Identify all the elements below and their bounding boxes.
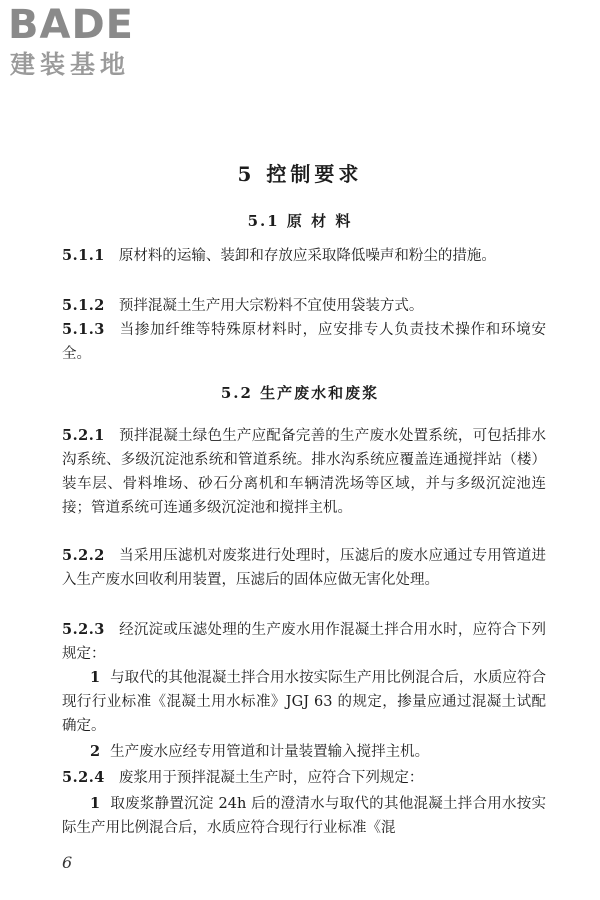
- clause-number: 5.2.4: [62, 769, 105, 786]
- clause-number: 5.2.2: [62, 547, 105, 564]
- clause-number: 5.1.1: [62, 247, 105, 264]
- item-text: 取废浆静置沉淀 24h 后的澄清水与取代的其他混凝土拌合用水按实际生产用比例混合后，水质应符合现行行业标准《混: [62, 796, 546, 836]
- item-text: 与取代的其他混凝土拌合用水按实际生产用比例混合后，水质应符合现行行业标准《混凝土用水标准》JGJ 63 的规定，掺量应通过混凝土试配确定。: [62, 670, 546, 734]
- clause-text: 经沉淀或压滤处理的生产废水用作混凝土拌合用水时，应符合下列规定：: [62, 622, 546, 662]
- logo-subtitle: 建装基地: [10, 50, 131, 79]
- clause-5-2-3-item-2: [62, 740, 546, 764]
- clause-5-1-2: [62, 294, 546, 318]
- chapter-title: 5 控制要求: [237, 162, 363, 186]
- clause-5-2-3-item-1: [62, 666, 546, 738]
- page-number: 6: [62, 853, 73, 872]
- clause-5-1-3: [62, 318, 546, 366]
- clause-text: 废浆用于预拌混凝土生产时，应符合下列规定：: [118, 770, 424, 786]
- clause-5-1-1: [62, 244, 546, 268]
- item-number: 1: [90, 795, 101, 812]
- clause-number: 5.1.3: [62, 321, 105, 338]
- section-title-5-2: 5.2 生产废水和废浆: [220, 384, 380, 402]
- clause-text: 当掺加纤维等特殊原材料时，应安排专人负责技术操作和环境安全。: [62, 322, 546, 362]
- clause-5-2-2: [62, 544, 546, 592]
- clause-text: 预拌混凝土生产用大宗粉料不宜使用袋装方式。: [118, 298, 424, 314]
- item-number: 2: [90, 743, 101, 760]
- clause-text: 当采用压滤机对废浆进行处理时，压滤后的废水应通过专用管道进入生产废水回收利用装置，压滤后的固体应做无害化处理。: [62, 548, 546, 588]
- clause-text: 预拌混凝土绿色生产应配备完善的生产废水处置系统，可包括排水沟系统、多级沉淀池系统和管道系统。排水沟系统应覆盖连通搅拌站（楼）装车层、骨料堆场、砂石分离机和车辆清洗场等区域，并与多级沉淀池连接；管道系统可连通多级沉淀池和搅拌主机。: [62, 428, 546, 516]
- clause-number: 5.2.1: [62, 427, 105, 444]
- clause-5-2-1: [62, 424, 546, 520]
- clause-number: 5.2.3: [62, 621, 105, 638]
- item-number: 1: [90, 669, 101, 686]
- logo-wordmark: BADE: [8, 2, 134, 48]
- clause-5-2-4-item-1: [62, 792, 546, 840]
- item-text: 生产废水应经专用管道和计量装置输入搅拌主机。: [110, 744, 430, 760]
- publisher-logo: [8, 2, 183, 82]
- clause-5-2-3: [62, 618, 546, 666]
- clause-number: 5.1.2: [62, 297, 105, 314]
- clause-5-2-4: [62, 766, 546, 790]
- clause-text: 原材料的运输、装卸和存放应采取降低噪声和粉尘的措施。: [118, 248, 496, 264]
- section-title-5-1: 5.1 原 材 料: [247, 212, 353, 230]
